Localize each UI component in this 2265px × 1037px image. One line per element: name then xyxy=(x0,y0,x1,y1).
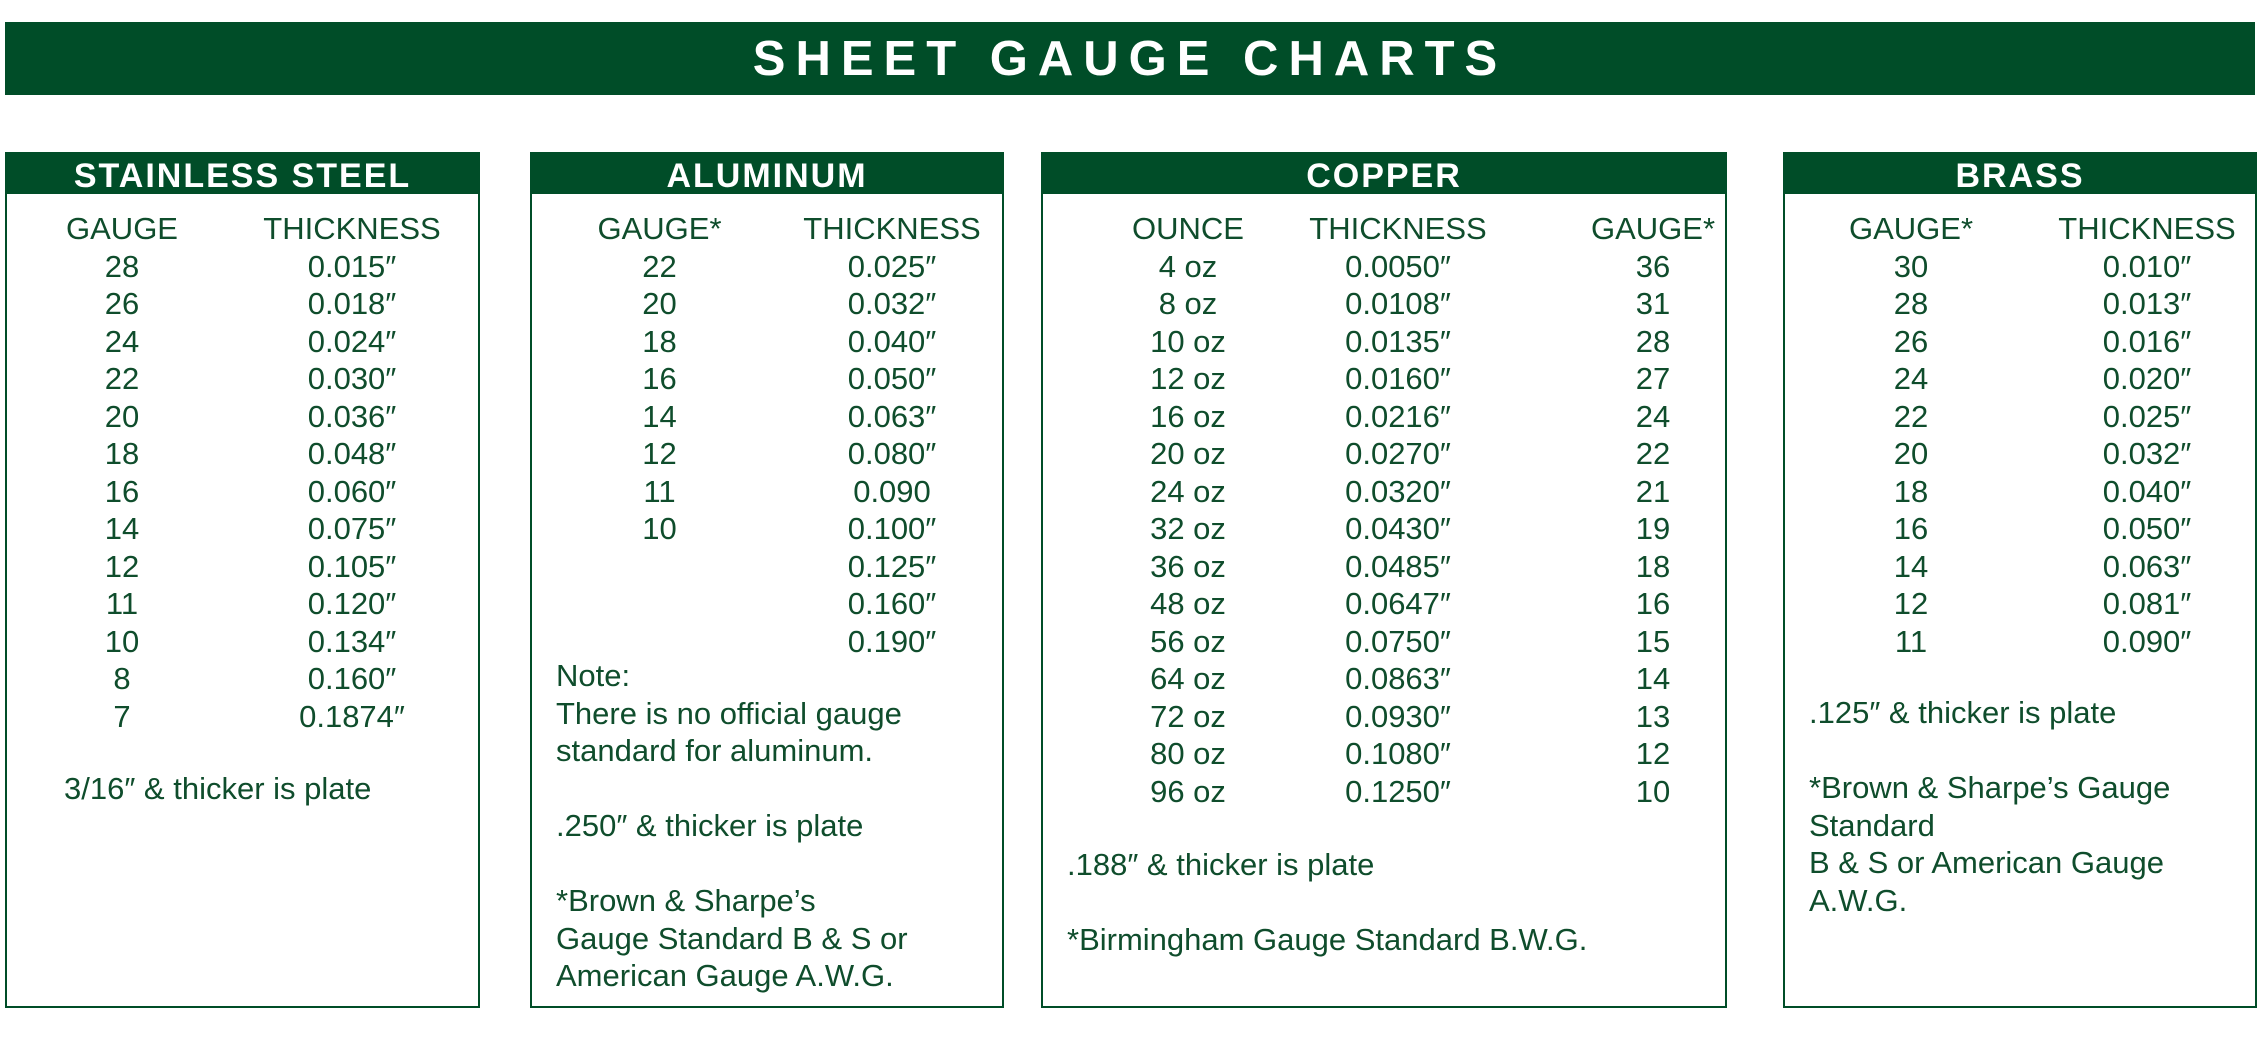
table-cell: 0.063″ xyxy=(2102,548,2192,584)
table-cell: 0.090″ xyxy=(2102,623,2192,659)
column-header-thickness: THICKNESS xyxy=(1309,211,1487,246)
table-cell: 27 xyxy=(1635,361,1671,396)
table-cell: 21 xyxy=(1635,473,1671,509)
table-cell: 0.090 xyxy=(853,473,931,509)
table-cell: 0.0270″ xyxy=(1345,436,1451,471)
table-header-row xyxy=(7,210,478,248)
table-cell: 28 xyxy=(1635,323,1671,359)
table-cell: 0.048″ xyxy=(307,436,397,471)
column-header-thickness: THICKNESS xyxy=(803,211,981,246)
table-row xyxy=(1785,473,2255,511)
table-cell: 14 xyxy=(1893,548,1929,584)
table-cell: 18 xyxy=(1893,473,1929,509)
table-cell: 26 xyxy=(104,286,140,321)
table-row xyxy=(1785,285,2255,323)
panel-header: ALUMINUM xyxy=(532,154,1002,194)
table-cell: 12 xyxy=(1635,736,1671,771)
table-cell: 15 xyxy=(1635,623,1671,659)
table-row xyxy=(532,248,1002,286)
table-cell: 0.1080″ xyxy=(1345,736,1451,771)
table-row xyxy=(532,548,1002,586)
table-cell: 0.025″ xyxy=(2102,398,2192,434)
table-row xyxy=(7,585,478,623)
table-cell: 0.100″ xyxy=(847,511,937,546)
table-cell: 14 xyxy=(104,511,140,546)
table-cell: 22 xyxy=(1893,398,1929,434)
table-cell: 4 oz xyxy=(1158,248,1218,284)
table-cell: 72 oz xyxy=(1150,698,1226,734)
table-row xyxy=(1043,548,1725,586)
table-cell: 26 xyxy=(1893,323,1929,359)
table-row xyxy=(532,323,1002,361)
table-cell: 0.016″ xyxy=(2102,323,2192,359)
table-cell: 0.050″ xyxy=(2102,511,2192,546)
table-cell: 0.040″ xyxy=(2102,473,2192,509)
table-cell: 11 xyxy=(1894,623,1928,659)
table-cell: 0.0108″ xyxy=(1345,286,1451,321)
table-cell: 0.160″ xyxy=(847,586,937,621)
table-row xyxy=(1785,323,2255,361)
table-cell: 96 oz xyxy=(1150,773,1226,809)
table-cell: 24 xyxy=(104,323,140,359)
table-cell: 10 xyxy=(1635,773,1671,809)
table-row xyxy=(7,285,478,323)
table-cell: 22 xyxy=(642,248,677,284)
table-cell: 0.036″ xyxy=(307,398,397,434)
table-cell: 0.0430″ xyxy=(1345,511,1451,546)
table-cell: 0.105″ xyxy=(307,548,397,584)
table-cell: 0.075″ xyxy=(307,511,397,546)
table-cell: 22 xyxy=(1635,436,1671,471)
table-cell: 11 xyxy=(643,473,676,509)
table-cell: 0.032″ xyxy=(847,286,937,321)
table-row xyxy=(532,623,1002,661)
table-cell: 14 xyxy=(1635,661,1671,696)
table-cell: 28 xyxy=(1893,286,1929,321)
table-cell: 31 xyxy=(1635,286,1671,321)
table-row xyxy=(1043,285,1725,323)
gauge-table xyxy=(1043,210,1725,810)
table-cell: 16 oz xyxy=(1150,398,1226,434)
table-cell: 0.1250″ xyxy=(1345,773,1451,809)
table-row xyxy=(1043,585,1725,623)
table-cell: 18 xyxy=(1635,548,1671,584)
table-row xyxy=(1043,735,1725,773)
table-cell: 22 xyxy=(104,361,140,396)
table-row xyxy=(1043,473,1725,511)
table-cell: 7 xyxy=(113,698,131,734)
column-header-ounce: OUNCE xyxy=(1132,211,1244,246)
gauge-table xyxy=(532,210,1002,660)
table-row xyxy=(7,398,478,436)
table-row xyxy=(7,473,478,511)
table-cell: 16 xyxy=(1635,586,1671,621)
table-cell: 16 xyxy=(642,361,677,396)
table-row xyxy=(7,548,478,586)
table-cell: 0.0135″ xyxy=(1345,323,1451,359)
table-row xyxy=(7,623,478,661)
table-row xyxy=(1043,623,1725,661)
table-cell: 30 xyxy=(1893,248,1929,284)
table-cell: 10 xyxy=(642,511,677,546)
table-row xyxy=(1785,435,2255,473)
table-cell: 16 xyxy=(1893,511,1929,546)
panel-notes: Note: There is no official gauge standard for aluminum. .250″ & thicker is plate *Brown & Sharpe’s Gauge Standard B & S or American Gauge A.W.G. xyxy=(556,658,908,993)
table-cell: 0.020″ xyxy=(2102,361,2192,396)
table-cell: 12 xyxy=(1893,586,1929,621)
table-cell: 0.025″ xyxy=(847,248,937,284)
table-row xyxy=(7,435,478,473)
table-cell: 0.0647″ xyxy=(1345,586,1451,621)
table-row xyxy=(1043,398,1725,436)
table-row xyxy=(532,510,1002,548)
table-cell: 36 oz xyxy=(1150,548,1226,584)
table-row xyxy=(7,510,478,548)
table-cell: 0.134″ xyxy=(307,623,397,659)
table-cell: 32 oz xyxy=(1150,511,1226,546)
table-row xyxy=(1785,585,2255,623)
table-cell: 0.050″ xyxy=(847,361,937,396)
table-header-row xyxy=(1785,210,2255,248)
table-cell: 0.018″ xyxy=(307,286,397,321)
table-header-row xyxy=(532,210,1002,248)
table-row xyxy=(532,435,1002,473)
table-row xyxy=(532,360,1002,398)
table-row xyxy=(532,398,1002,436)
table-cell: 19 xyxy=(1635,511,1671,546)
table-row xyxy=(532,285,1002,323)
table-cell: 16 xyxy=(104,473,140,509)
table-cell: 20 xyxy=(642,286,677,321)
column-header-gauge: GAUGE* xyxy=(597,211,722,246)
table-cell: 12 oz xyxy=(1150,361,1226,396)
table-cell: 8 xyxy=(113,661,131,696)
table-cell: 0.190″ xyxy=(847,623,937,659)
table-row xyxy=(1043,660,1725,698)
table-cell: 0.1874″ xyxy=(299,698,405,734)
table-cell: 0.080″ xyxy=(847,436,937,471)
table-row xyxy=(7,360,478,398)
table-cell: 18 xyxy=(642,323,677,359)
table-cell: 0.0485″ xyxy=(1345,548,1451,584)
table-cell: 20 xyxy=(104,398,140,434)
column-header-thickness: THICKNESS xyxy=(2058,211,2236,246)
column-header-gauge: GAUGE xyxy=(66,211,178,246)
brass-panel xyxy=(1783,152,2257,1008)
table-cell: 56 oz xyxy=(1150,623,1226,659)
table-row xyxy=(7,660,478,698)
panel-notes: .125″ & thicker is plate *Brown & Sharpe’s Gauge Standard B & S or American Gauge A.W.G. xyxy=(1809,695,2171,918)
table-cell: 0.0750″ xyxy=(1345,623,1451,659)
table-cell: 36 xyxy=(1635,248,1671,284)
aluminum-panel xyxy=(530,152,1004,1008)
table-cell: 28 xyxy=(104,248,140,284)
panel-notes: 3/16″ & thicker is plate xyxy=(64,771,372,806)
page-title: SHEET GAUGE CHARTS xyxy=(5,22,2255,95)
table-cell: 0.0320″ xyxy=(1345,473,1451,509)
table-cell: 64 oz xyxy=(1150,661,1226,696)
table-cell: 13 xyxy=(1635,698,1671,734)
column-header-thickness: THICKNESS xyxy=(263,211,441,246)
table-row xyxy=(1785,623,2255,661)
table-cell: 12 xyxy=(104,548,140,584)
table-cell: 14 xyxy=(642,398,677,434)
table-cell: 24 xyxy=(1893,361,1929,396)
table-cell: 0.013″ xyxy=(2102,286,2192,321)
table-cell: 0.160″ xyxy=(307,661,397,696)
table-cell: 0.0050″ xyxy=(1345,248,1451,284)
table-cell: 0.032″ xyxy=(2102,436,2192,471)
table-cell: 0.060″ xyxy=(307,473,397,509)
table-row xyxy=(1043,510,1725,548)
table-row xyxy=(1043,360,1725,398)
copper-panel xyxy=(1041,152,1727,1008)
table-row xyxy=(532,585,1002,623)
table-row xyxy=(1785,510,2255,548)
table-cell: 80 oz xyxy=(1150,736,1226,771)
table-cell: 0.125″ xyxy=(847,548,937,584)
table-row xyxy=(1043,435,1725,473)
table-cell: 0.030″ xyxy=(307,361,397,396)
panel-header: COPPER xyxy=(1043,154,1725,194)
table-cell: 18 xyxy=(104,436,140,471)
table-cell: 20 oz xyxy=(1150,436,1226,471)
table-cell: 10 oz xyxy=(1150,323,1226,359)
table-cell: 0.063″ xyxy=(847,398,937,434)
table-cell: 24 oz xyxy=(1150,473,1226,509)
panel-header: STAINLESS STEEL xyxy=(7,154,478,194)
table-header-row xyxy=(1043,210,1725,248)
table-row xyxy=(7,698,478,736)
table-row xyxy=(1785,548,2255,586)
table-cell: 0.0863″ xyxy=(1345,661,1451,696)
table-row xyxy=(7,248,478,286)
table-cell: 24 xyxy=(1635,398,1671,434)
table-row xyxy=(1043,248,1725,286)
table-row xyxy=(1043,323,1725,361)
panel-header: BRASS xyxy=(1785,154,2255,194)
table-cell: 12 xyxy=(642,436,677,471)
gauge-table xyxy=(7,210,478,735)
table-row xyxy=(1785,360,2255,398)
table-cell: 0.081″ xyxy=(2102,586,2192,621)
table-cell: 0.015″ xyxy=(307,248,397,284)
column-header-gauge: GAUGE* xyxy=(1590,211,1716,246)
table-cell: 0.024″ xyxy=(307,323,397,359)
table-cell: 48 oz xyxy=(1150,586,1226,621)
table-row xyxy=(1785,398,2255,436)
table-cell: 0.0160″ xyxy=(1345,361,1451,396)
column-header-gauge: GAUGE* xyxy=(1848,211,1974,246)
table-cell: 0.040″ xyxy=(847,323,937,359)
table-cell: 0.120″ xyxy=(307,586,397,621)
table-cell: 8 oz xyxy=(1158,286,1218,321)
panel-notes: .188″ & thicker is plate *Birmingham Gauge Standard B.W.G. xyxy=(1067,847,1588,957)
table-cell: 10 xyxy=(104,623,140,659)
table-cell: 0.0216″ xyxy=(1345,398,1451,434)
table-row xyxy=(1043,698,1725,736)
table-cell: 0.010″ xyxy=(2102,248,2192,284)
table-cell: 11 xyxy=(105,586,139,621)
gauge-table xyxy=(1785,210,2255,660)
table-cell: 0.0930″ xyxy=(1345,698,1451,734)
table-row xyxy=(1785,248,2255,286)
table-row xyxy=(1043,773,1725,811)
stainless-steel-panel xyxy=(5,152,480,1008)
table-row xyxy=(532,473,1002,511)
table-cell: 20 xyxy=(1893,436,1929,471)
table-row xyxy=(7,323,478,361)
